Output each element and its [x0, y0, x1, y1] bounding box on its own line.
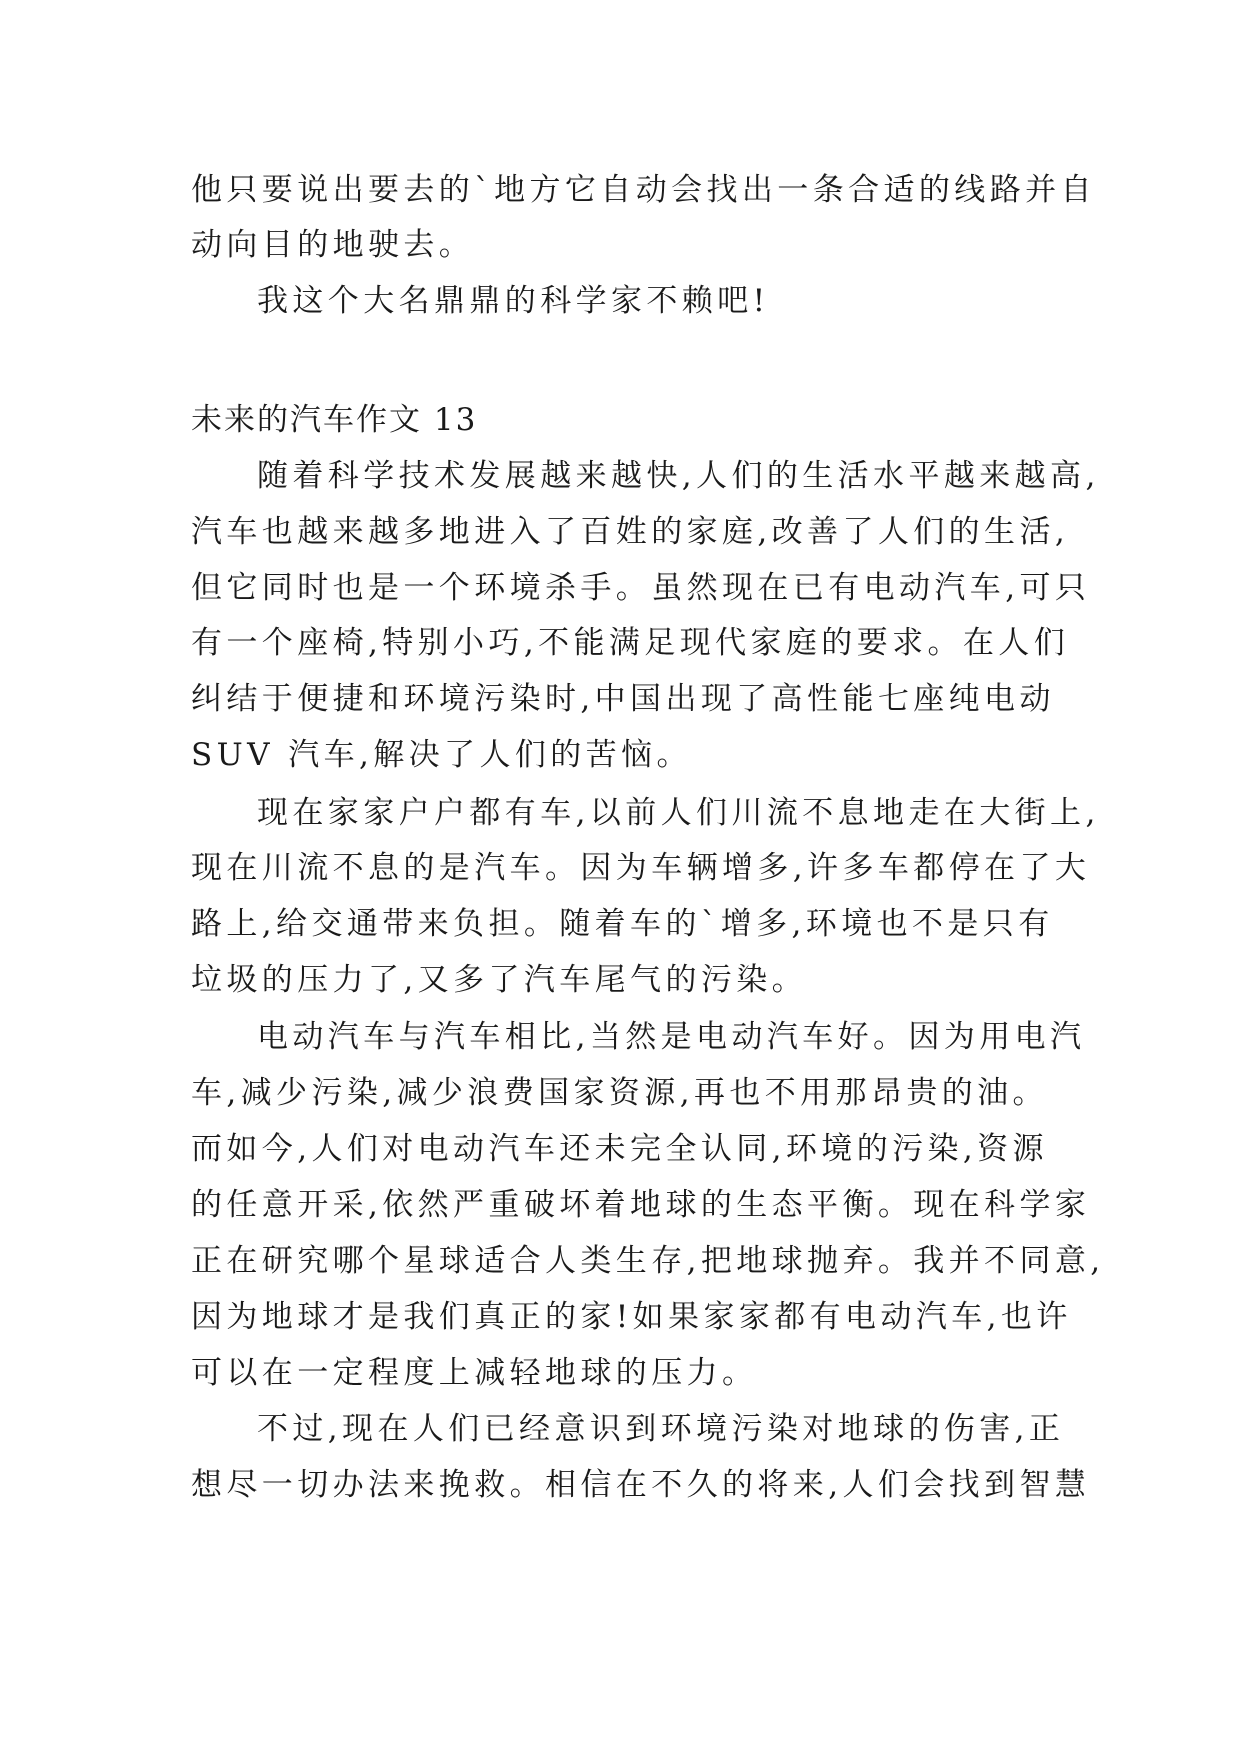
- text-line: 汽车也越来越多地进入了百姓的家庭,改善了人们的生活,: [191, 514, 1070, 550]
- text-line: 的任意开采,依然严重破坏着地球的生态平衡。现在科学家: [191, 1187, 1091, 1223]
- text-line: 车,减少污染,减少浪费国家资源,再也不用那昂贵的油。: [191, 1075, 1048, 1111]
- text-line: 随着科学技术发展越来越快,人们的生活水平越来越高,: [257, 458, 1100, 494]
- text-line: 路上,给交通带来负担。随着车的`增多,环境也不是只有: [191, 906, 1054, 942]
- text-line: 动向目的地驶去。: [191, 227, 475, 263]
- text-line: SUV 汽车,解决了人们的苦恼。: [191, 737, 692, 773]
- text-line: 不过,现在人们已经意识到环境污染对地球的伤害,正: [257, 1411, 1065, 1447]
- text-line: 电动汽车与汽车相比,当然是电动汽车好。因为用电汽: [257, 1019, 1086, 1055]
- text-line: 他只要说出要去的`地方它自动会找出一条合适的线路并自: [191, 172, 1096, 208]
- text-line: 我这个大名鼎鼎的科学家不赖吧!: [257, 283, 770, 319]
- text-line: 正在研究哪个星球适合人类生存,把地球抛弃。我并不同意,: [191, 1243, 1105, 1279]
- text-line: 纠结于便捷和环境污染时,中国出现了高性能七座纯电动: [191, 681, 1055, 717]
- text-line: 因为地球才是我们真正的家!如果家家都有电动汽车,也许: [191, 1299, 1072, 1335]
- text-line: 而如今,人们对电动汽车还未完全认同,环境的污染,资源: [191, 1131, 1048, 1167]
- text-line: 现在川流不息的是汽车。因为车辆增多,许多车都停在了大: [191, 850, 1091, 886]
- section-heading: 未来的汽车作文 13: [191, 402, 478, 438]
- text-line: 想尽一切办法来挽救。相信在不久的将来,人们会找到智慧: [191, 1467, 1091, 1503]
- text-line: 可以在一定程度上减轻地球的压力。: [191, 1355, 758, 1391]
- text-line: 但它同时也是一个环境杀手。虽然现在已有电动汽车,可只: [191, 570, 1091, 606]
- text-line: 现在家家户户都有车,以前人们川流不息地走在大街上,: [257, 795, 1100, 831]
- text-line: 有一个座椅,特别小巧,不能满足现代家庭的要求。在人们: [191, 625, 1070, 661]
- text-line: 垃圾的压力了,又多了汽车尾气的污染。: [191, 962, 808, 998]
